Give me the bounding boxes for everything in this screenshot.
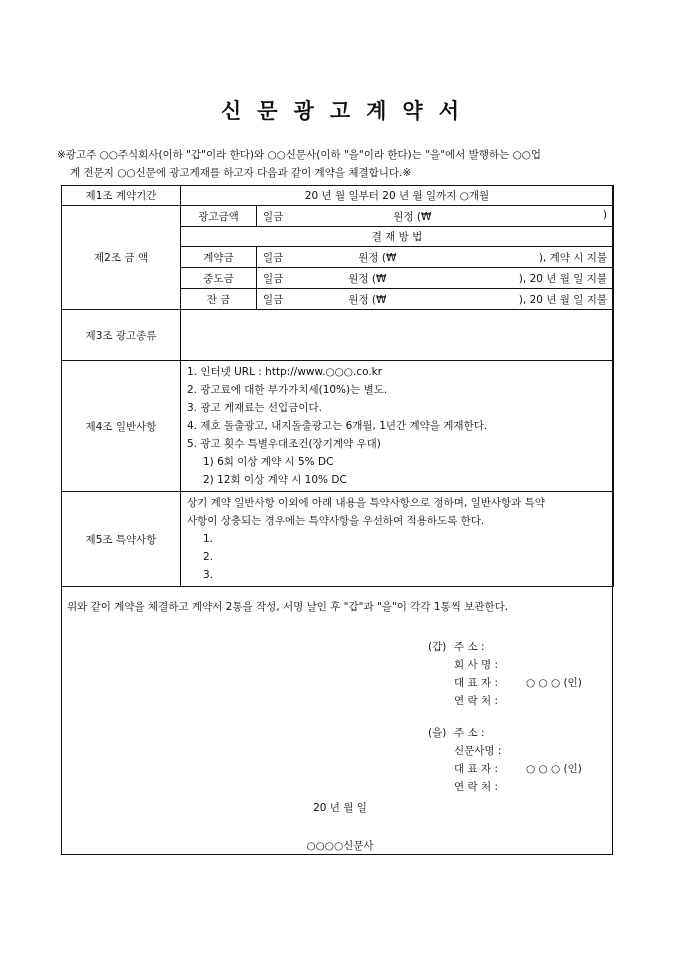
art4-item: 5. 광고 횟수 특별우대조건(장기계약 우대) (187, 438, 381, 450)
document-title: 신문광고계약서 (220, 99, 475, 123)
art4-item: 1. 인터넷 URL : http://www.○○○.co.kr (187, 366, 383, 378)
interim-value (257, 268, 614, 289)
party-b-contact-label: 연 락 처 : (454, 781, 498, 793)
art5-text-2: 사항이 상충되는 경우에는 특약사항을 우선하여 적용하도록 한다. (187, 515, 485, 527)
art3-value (181, 310, 614, 361)
amount-label: 광고금액 (181, 206, 257, 227)
party-a-rep-label: 대 표 자 : (454, 677, 498, 689)
deposit-value (257, 247, 614, 268)
art4-subitem: 1) 6회 이상 계약 시 5% DC (203, 456, 334, 468)
art5-item: 2. (203, 551, 214, 563)
art1-label: 제1조 계약기간 (62, 186, 181, 206)
party-b-company-label: 신문사명 : (454, 745, 502, 757)
amount-prefix: 일금 (263, 210, 284, 223)
amount-won: 원정 (₩ (393, 210, 432, 223)
interim-suffix: ), 20 년 월 일 지불 (518, 272, 607, 285)
deposit-label: 계약금 (181, 247, 257, 268)
party-a-tag: (갑) (428, 641, 447, 653)
art2-label: 제2조 금 액 (62, 206, 181, 310)
party-b-tag: (을) (428, 727, 447, 739)
contract-table (61, 185, 614, 587)
party-b-block (428, 724, 582, 796)
amount-value (257, 206, 614, 227)
interim-label: 중도금 (181, 268, 257, 289)
amount-close: ) (602, 208, 607, 221)
party-b-rep-label: 대 표 자 : (454, 763, 498, 775)
balance-won: 원정 (₩ (348, 293, 387, 306)
closing-statement: 위와 같이 계약을 체결하고 계약서 2통을 작성, 서명 날인 후 "갑"과 "을"이 각각 1통씩 보관한다. (67, 601, 509, 613)
balance-value (257, 289, 614, 310)
art5-content (181, 492, 614, 587)
art4-label: 제4조 일반사항 (62, 361, 181, 492)
art5-label: 제5조 특약사항 (62, 492, 181, 587)
balance-prefix: 일금 (263, 293, 284, 306)
balance-suffix: ), 20 년 월 일 지불 (518, 293, 607, 306)
art5-item: 1. (203, 533, 214, 545)
party-b-address-label: 주 소 : (454, 727, 485, 739)
interim-won: 원정 (₩ (348, 272, 387, 285)
newspaper-name: ○○○○신문사 (306, 840, 374, 852)
party-a-address-label: 주 소 : (454, 641, 485, 653)
party-b-rep-value: ○ ○ ○ (인) (526, 763, 582, 775)
art4-subitem: 2) 12회 이상 계약 시 10% DC (203, 474, 347, 486)
art5-text-1: 상기 계약 일반사항 이외에 아래 내용을 특약사항으로 정하며, 일반사항과 특약 (187, 497, 545, 509)
party-a-contact-label: 연 락 처 : (454, 695, 498, 707)
contract-date: 20 년 월 일 (313, 802, 367, 814)
party-a-block (428, 638, 582, 710)
intro-line-1: ※광고주 ○○주식회사(이하 "갑"이라 한다)와 ○○신문사(이하 "을"이라 한다)는 "을"에서 발행하는 ○○업 (57, 149, 542, 161)
art3-label: 제3조 광고종류 (62, 310, 181, 361)
art1-value: 20 년 월 일부터 20 년 월 일까지 ○개월 (181, 186, 614, 206)
deposit-won: 원정 (₩ (358, 251, 397, 264)
art4-item: 2. 광고료에 대한 부가가치세(10%)는 별도. (187, 384, 388, 396)
party-a-rep-value: ○ ○ ○ (인) (526, 677, 582, 689)
payment-header: 결 재 방 법 (181, 227, 614, 247)
art4-item: 3. 광고 게재료는 선입금이다. (187, 402, 322, 414)
art5-item: 3. (203, 569, 214, 581)
art4-item: 4. 제호 돌출광고, 내지돌출광고는 6개월, 1년간 계약을 게재한다. (187, 420, 488, 432)
balance-label: 잔 금 (181, 289, 257, 310)
deposit-prefix: 일금 (263, 251, 284, 264)
art4-list (181, 361, 614, 492)
deposit-suffix: ), 계약 시 지불 (538, 251, 607, 264)
intro-text (57, 146, 637, 182)
intro-line-2: 계 전문지 ○○신문에 광고게재를 하고자 다음과 같이 계약을 체결합니다.※ (70, 167, 412, 179)
interim-prefix: 일금 (263, 272, 284, 285)
party-a-company-label: 회 사 명 : (454, 659, 498, 671)
